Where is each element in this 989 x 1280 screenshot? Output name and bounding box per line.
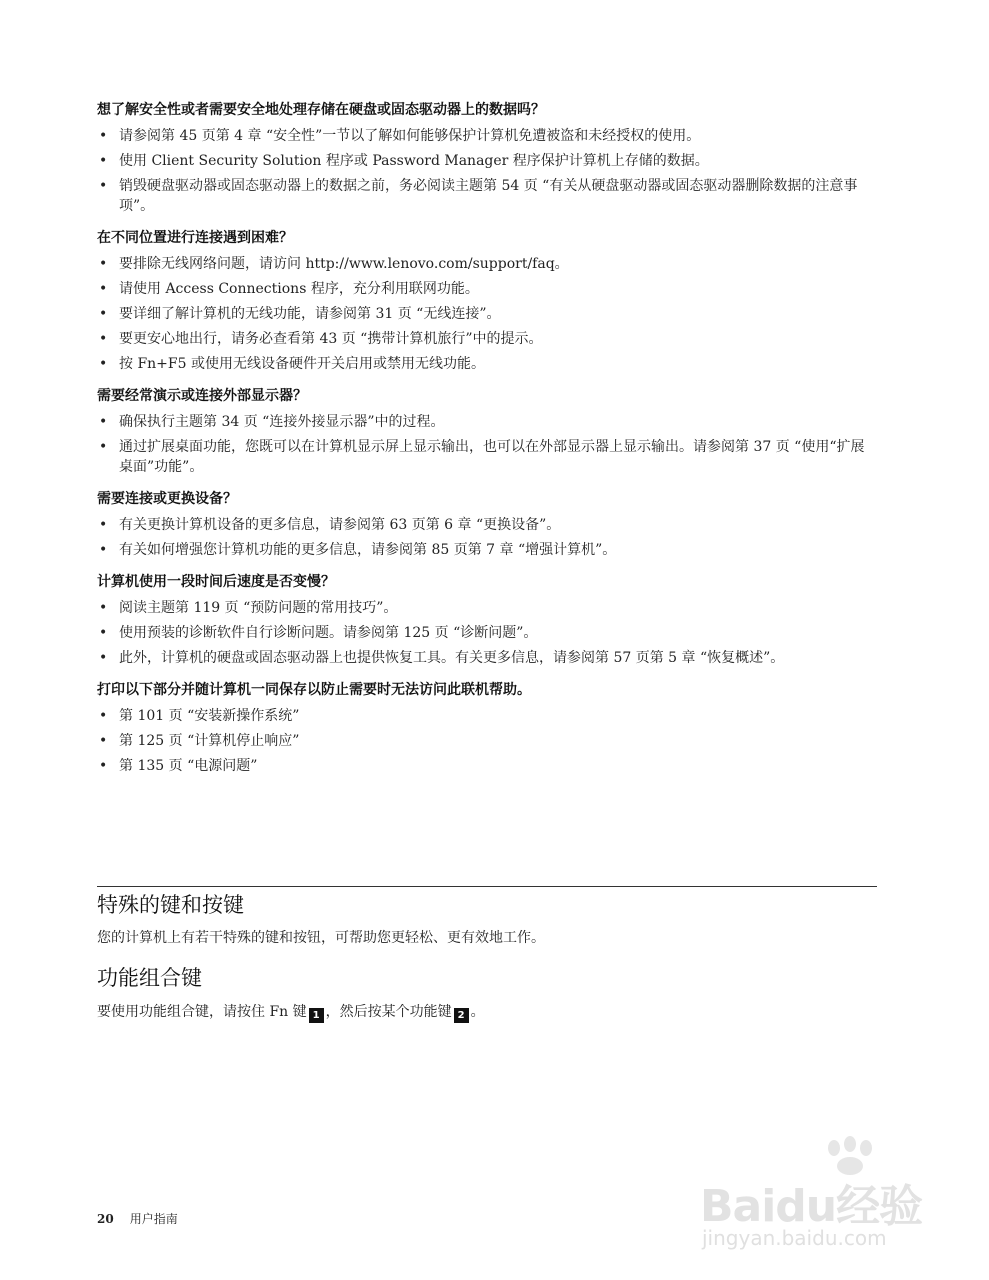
bullet-icon: • [99, 650, 108, 666]
list-item: • 第 101 页 “安装新操作系统” [99, 708, 300, 724]
bullet-list [97, 706, 877, 776]
faq-section-display [97, 386, 877, 477]
bullet-list [97, 412, 877, 477]
bullet-list [97, 126, 877, 216]
bullet-icon: • [99, 331, 108, 347]
list-item: • 阅读主题第 119 页 “预防问题的常用技巧”。 [99, 600, 398, 616]
bullet-icon: • [99, 178, 108, 194]
key-callout-2: 2 [454, 1008, 469, 1023]
list-item: • 第 135 页 “电源问题” [99, 758, 258, 774]
section-heading: 打印以下部分并随计算机一同保存以防止需要时无法访问此联机帮助。 [97, 682, 531, 698]
section-heading: 计算机使用一段时间后速度是否变慢？ [97, 574, 335, 590]
list-item: • 使用预装的诊断软件自行诊断问题。请参阅第 125 页 “诊断问题”。 [99, 625, 538, 641]
bullet-list [97, 598, 877, 668]
bullet-icon: • [99, 517, 108, 533]
page-footer [97, 1211, 178, 1227]
fn-keys-text: 要使用功能组合键，请按住 Fn 键 1 ，然后按某个功能键 2 。 [97, 1004, 485, 1021]
list-item: • 有关更换计算机设备的更多信息，请参阅第 63 页第 6 章 “更换设备”。 [99, 517, 561, 533]
watermark-url: jingyan.baidu.com [702, 1226, 887, 1250]
list-item: • 按 Fn+F5 或使用无线设备硬件开关启用或禁用无线功能。 [99, 356, 485, 372]
list-item: • 要排除无线网络问题，请访问 http://www.lenovo.com/support/faq。 [99, 256, 569, 272]
bullet-icon: • [99, 439, 108, 455]
bullet-icon: • [99, 153, 108, 169]
fn-keys-title: 功能组合键 [97, 966, 202, 990]
bullet-list [97, 515, 877, 560]
section-heading: 在不同位置进行连接遇到困难？ [97, 230, 293, 246]
special-keys-text: 您的计算机上有若干特殊的键和按钮，可帮助您更轻松、更有效地工作。 [97, 930, 545, 946]
list-item: • 请使用 Access Connections 程序，充分利用联网功能。 [99, 281, 479, 297]
bullet-list [97, 254, 877, 374]
bullet-icon: • [99, 281, 108, 297]
book-title: 用户指南 [129, 1212, 178, 1226]
list-item: • 要更安心地出行，请务必查看第 43 页 “携带计算机旅行”中的提示。 [99, 331, 543, 347]
key-callout-1: 1 [309, 1008, 324, 1023]
faq-section-performance [97, 572, 877, 668]
list-item: • 销毁硬盘驱动器或固态驱动器上的数据之前，务必阅读主题第 54 页 “有关从硬盘驱动器或固态驱动器删除数据的注意事项”。 [99, 178, 858, 214]
bullet-icon: • [99, 256, 108, 272]
bullet-icon: • [99, 625, 108, 641]
bullet-icon: • [99, 306, 108, 322]
bullet-icon: • [99, 128, 108, 144]
bullet-icon: • [99, 708, 108, 724]
bullet-icon: • [99, 356, 108, 372]
list-item: • 第 125 页 “计算机停止响应” [99, 733, 300, 749]
bullet-icon: • [99, 414, 108, 430]
list-item: • 使用 Client Security Solution 程序或 Password Manager 程序保护计算机上存储的数据。 [99, 153, 709, 169]
list-item: • 要详细了解计算机的无线功能，请参阅第 31 页 “无线连接”。 [99, 306, 501, 322]
list-item: • 请参阅第 45 页第 4 章 “安全性”一节以了解如何能够保护计算机免遭被盗和未经授权的使用。 [99, 128, 701, 144]
main-content [97, 100, 877, 788]
page-number: 20 [97, 1212, 114, 1226]
faq-section-print [97, 680, 877, 776]
section-divider [97, 886, 877, 887]
baidu-watermark [700, 1170, 930, 1260]
bullet-icon: • [99, 600, 108, 616]
watermark-logo: Baidu经验 [700, 1181, 923, 1232]
bullet-icon: • [99, 733, 108, 749]
faq-section-devices [97, 489, 877, 560]
list-item: • 确保执行主题第 34 页 “连接外接显示器”中的过程。 [99, 414, 445, 430]
section-heading: 需要经常演示或连接外部显示器？ [97, 388, 307, 404]
section-heading: 需要连接或更换设备？ [97, 491, 237, 507]
list-item: • 此外，计算机的硬盘或固态驱动器上也提供恢复工具。有关更多信息，请参阅第 57 页第 5 章 “恢复概述”。 [99, 650, 785, 666]
list-item: • 通过扩展桌面功能，您既可以在计算机显示屏上显示输出，也可以在外部显示器上显示输出。请参阅第 37 页 “使用“扩展桌面”功能”。 [99, 439, 865, 475]
section-heading: 想了解安全性或者需要安全地处理存储在硬盘或固态驱动器上的数据吗？ [97, 102, 545, 118]
bullet-icon: • [99, 542, 108, 558]
special-keys-title: 特殊的键和按键 [97, 893, 244, 917]
faq-section-connection [97, 228, 877, 374]
faq-section-security [97, 100, 877, 216]
bullet-icon: • [99, 758, 108, 774]
list-item: • 有关如何增强您计算机功能的更多信息，请参阅第 85 页第 7 章 “增强计算机”。 [99, 542, 617, 558]
